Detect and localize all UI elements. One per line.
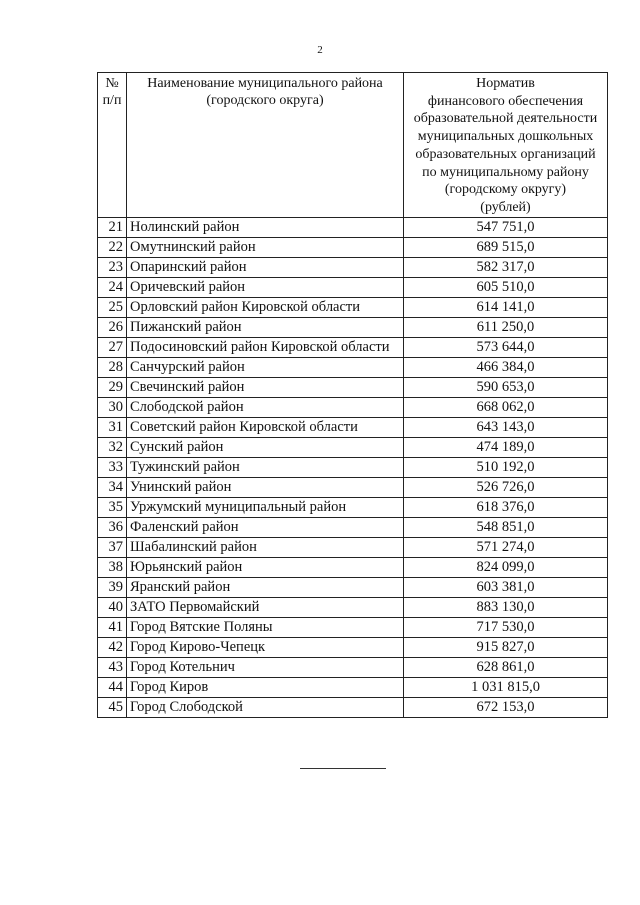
table-row	[98, 278, 608, 298]
table-row	[98, 418, 608, 438]
row-number: 29	[98, 378, 127, 398]
row-number: 41	[98, 618, 127, 638]
district-name: Яранский район	[127, 578, 404, 598]
header-line: (рублей)	[480, 199, 531, 215]
row-number: 25	[98, 298, 127, 318]
normative-value: 603 381,0	[404, 578, 608, 598]
header-line: (городскому округу)	[444, 182, 567, 198]
row-number: 28	[98, 358, 127, 378]
table-row	[98, 318, 608, 338]
table-header	[98, 73, 608, 218]
row-number: 36	[98, 518, 127, 538]
district-name: Свечинский район	[127, 378, 404, 398]
row-number: 21	[98, 218, 127, 238]
header-line: №	[105, 76, 119, 91]
table-row	[98, 258, 608, 278]
header-line: по муниципальному району	[422, 164, 589, 180]
normative-value: 573 644,0	[404, 338, 608, 358]
district-name: Юрьянский район	[127, 558, 404, 578]
table-row	[98, 438, 608, 458]
table-row	[98, 578, 608, 598]
district-name: Оричевский район	[127, 278, 404, 298]
normative-value: 582 317,0	[404, 258, 608, 278]
header-line: образовательной деятельности	[413, 111, 598, 127]
row-number: 27	[98, 338, 127, 358]
district-name: Уржумский муниципальный район	[127, 498, 404, 518]
header-line: образовательных организаций	[415, 146, 596, 162]
district-name: Орловский район Кировской области	[127, 298, 404, 318]
table-row	[98, 598, 608, 618]
row-number: 23	[98, 258, 127, 278]
row-number: 32	[98, 438, 127, 458]
normative-value: 611 250,0	[404, 318, 608, 338]
district-name: Нолинский район	[127, 218, 404, 238]
normative-value: 590 653,0	[404, 378, 608, 398]
table-row	[98, 658, 608, 678]
row-number: 31	[98, 418, 127, 438]
end-of-document-line	[300, 768, 386, 769]
normative-value: 643 143,0	[404, 418, 608, 438]
row-number: 43	[98, 658, 127, 678]
normative-value: 571 274,0	[404, 538, 608, 558]
district-name: Фаленский район	[127, 518, 404, 538]
table-row	[98, 338, 608, 358]
column-header-name	[127, 73, 404, 218]
table-row	[98, 218, 608, 238]
table-row	[98, 698, 608, 718]
table-row	[98, 378, 608, 398]
row-number: 38	[98, 558, 127, 578]
normative-value: 474 189,0	[404, 438, 608, 458]
table-row	[98, 238, 608, 258]
district-name: Город Слободской	[127, 698, 404, 718]
header-line: муниципальных дошкольных	[417, 129, 594, 145]
district-name: Советский район Кировской области	[127, 418, 404, 438]
normative-value: 618 376,0	[404, 498, 608, 518]
row-number: 22	[98, 238, 127, 258]
district-name: ЗАТО Первомайский	[127, 598, 404, 618]
normative-value: 689 515,0	[404, 238, 608, 258]
table-row	[98, 538, 608, 558]
normative-value: 548 851,0	[404, 518, 608, 538]
table-row	[98, 678, 608, 698]
table-row	[98, 298, 608, 318]
district-name: Тужинский район	[127, 458, 404, 478]
table-row	[98, 478, 608, 498]
row-number: 34	[98, 478, 127, 498]
header-line: финансового обеспечения	[427, 93, 584, 109]
header-line: Норматив	[476, 76, 535, 91]
normative-value: 526 726,0	[404, 478, 608, 498]
row-number: 37	[98, 538, 127, 558]
district-name: Опаринский район	[127, 258, 404, 278]
table-body	[98, 218, 608, 718]
header-line: (городского округа)	[206, 93, 324, 108]
header-row	[98, 73, 608, 218]
table-row	[98, 558, 608, 578]
normative-value: 668 062,0	[404, 398, 608, 418]
district-name: Шабалинский район	[127, 538, 404, 558]
district-name: Город Вятские Поляны	[127, 618, 404, 638]
row-number: 44	[98, 678, 127, 698]
table-row	[98, 398, 608, 418]
header-line: Наименование муниципального района	[147, 76, 383, 91]
normative-value: 1 031 815,0	[404, 678, 608, 698]
table-row	[98, 498, 608, 518]
row-number: 24	[98, 278, 127, 298]
district-name: Омутнинский район	[127, 238, 404, 258]
row-number: 39	[98, 578, 127, 598]
normative-value: 717 530,0	[404, 618, 608, 638]
normative-value: 510 192,0	[404, 458, 608, 478]
row-number: 42	[98, 638, 127, 658]
district-name: Город Киров	[127, 678, 404, 698]
district-name: Унинский район	[127, 478, 404, 498]
district-name: Пижанский район	[127, 318, 404, 338]
column-header-number	[98, 73, 127, 218]
district-name: Сунский район	[127, 438, 404, 458]
table-row	[98, 358, 608, 378]
table-row	[98, 638, 608, 658]
table-row	[98, 518, 608, 538]
district-name: Слободской район	[127, 398, 404, 418]
normative-value: 915 827,0	[404, 638, 608, 658]
normative-value: 883 130,0	[404, 598, 608, 618]
row-number: 45	[98, 698, 127, 718]
column-header-value	[404, 73, 608, 218]
row-number: 40	[98, 598, 127, 618]
row-number: 26	[98, 318, 127, 338]
district-name: Город Кирово-Чепецк	[127, 638, 404, 658]
normative-value: 824 099,0	[404, 558, 608, 578]
normative-value: 547 751,0	[404, 218, 608, 238]
header-line: п/п	[102, 93, 122, 108]
table-row	[98, 458, 608, 478]
table-row	[98, 618, 608, 638]
district-name: Санчурский район	[127, 358, 404, 378]
row-number: 33	[98, 458, 127, 478]
normative-value: 466 384,0	[404, 358, 608, 378]
district-name: Город Котельнич	[127, 658, 404, 678]
row-number: 30	[98, 398, 127, 418]
normative-value: 605 510,0	[404, 278, 608, 298]
normative-value: 628 861,0	[404, 658, 608, 678]
row-number: 35	[98, 498, 127, 518]
district-name: Подосиновский район Кировской области	[127, 338, 404, 358]
normative-value: 614 141,0	[404, 298, 608, 318]
normative-value: 672 153,0	[404, 698, 608, 718]
normative-table	[97, 72, 608, 718]
page-number: 2	[317, 44, 323, 56]
